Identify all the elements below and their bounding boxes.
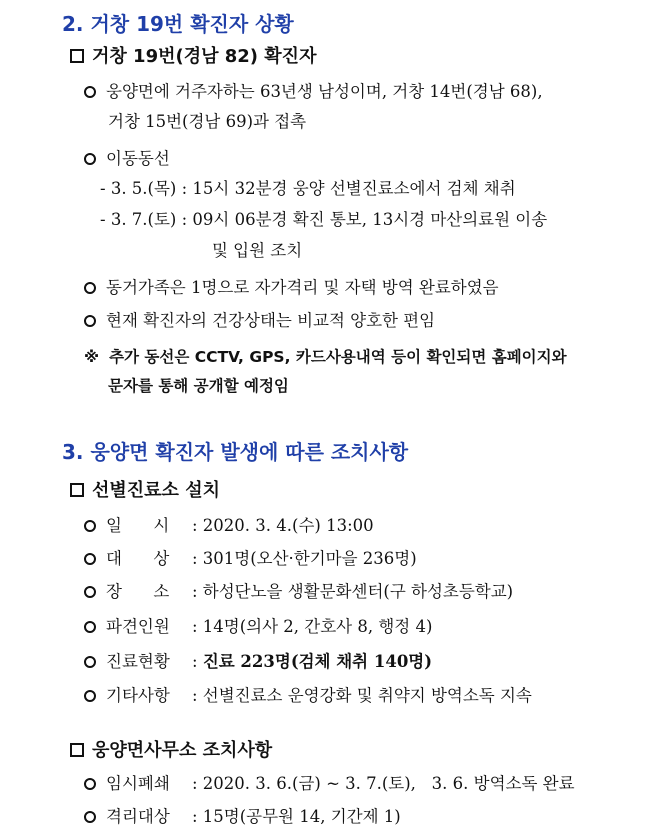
screening-item-date xyxy=(84,512,374,536)
item-value: : 301명(오산·한기마을 236명) xyxy=(192,549,417,568)
subsection-screening-heading xyxy=(70,476,220,502)
circle-bullet-icon xyxy=(84,282,96,294)
bullet-item-residence-cont: 거창 15번(경남 69)과 접촉 xyxy=(108,112,307,131)
section-2-heading: 2. 거창 19번 확진자 상황 xyxy=(62,12,294,36)
circle-bullet-icon xyxy=(84,690,96,702)
note-line-1 xyxy=(84,345,567,367)
checkbox-square-icon xyxy=(70,483,84,497)
section-3-heading: 3. 웅양면 확진자 발생에 따른 조치사항 xyxy=(62,440,409,464)
item-value: : 하성단노을 생활문화센터(구 하성초등학교) xyxy=(192,582,514,601)
item-value: : 선별진료소 운영강화 및 취약지 방역소독 지속 xyxy=(192,686,532,705)
subsection-title: 웅양면사무소 조치사항 xyxy=(92,740,273,761)
subsection-case19-heading xyxy=(70,42,316,68)
reference-mark: ※ xyxy=(84,348,100,366)
item-text: 현재 확진자의 건강상태는 비교적 양호한 편임 xyxy=(106,311,436,330)
circle-bullet-icon xyxy=(84,86,96,98)
circle-bullet-icon xyxy=(84,553,96,565)
note-text: 추가 동선은 CCTV, GPS, 카드사용내역 등이 확인되면 홈페이지와 xyxy=(109,348,567,366)
screening-item-target xyxy=(84,545,417,569)
circle-bullet-icon xyxy=(84,586,96,598)
screening-item-status xyxy=(84,648,432,672)
circle-bullet-icon xyxy=(84,811,96,823)
circle-bullet-icon xyxy=(84,621,96,633)
item-label: 기타사항 xyxy=(106,686,170,705)
item-value: : 2020. 3. 4.(수) 13:00 xyxy=(192,516,374,535)
item-value-prefix: : xyxy=(192,652,203,671)
item-value: : 2020. 3. 6.(금) ~ 3. 7.(토), 3. 6. 방역소독 완료 xyxy=(192,774,575,793)
screening-item-place xyxy=(84,578,513,602)
route-entry-0307: - 3. 7.(토) : 09시 06분경 확진 통보, 13시경 마산의료원 이송 xyxy=(100,210,548,229)
office-item-quarantine xyxy=(84,803,401,827)
item-value: 진료 223명(검체 채취 140명) xyxy=(202,652,433,671)
item-label: 일 시 xyxy=(106,516,170,535)
item-label: 임시폐쇄 xyxy=(106,774,170,793)
circle-bullet-icon xyxy=(84,778,96,790)
item-value: : 15명(공무원 14, 기간제 1) xyxy=(192,807,401,826)
item-label: 파견인원 xyxy=(106,617,170,636)
item-value: : 14명(의사 2, 간호사 8, 행정 4) xyxy=(192,617,433,636)
screening-item-other xyxy=(84,682,532,706)
item-text: 웅양면에 거주자하는 63년생 남성이며, 거창 14번(경남 68), xyxy=(106,82,543,101)
item-label: 격리대상 xyxy=(106,807,170,826)
item-text: 동거가족은 1명으로 자가격리 및 자택 방역 완료하였음 xyxy=(106,278,499,297)
note-line-2: 문자를 통해 공개할 예정임 xyxy=(108,377,289,395)
checkbox-square-icon xyxy=(70,49,84,63)
circle-bullet-icon xyxy=(84,520,96,532)
item-label: 대 상 xyxy=(106,549,170,568)
circle-bullet-icon xyxy=(84,315,96,327)
screening-item-staff xyxy=(84,613,432,637)
bullet-item-residence xyxy=(84,78,543,102)
item-text: 이동동선 xyxy=(106,149,170,168)
item-label: 진료현황 xyxy=(106,652,170,671)
bullet-item-family xyxy=(84,274,499,298)
checkbox-square-icon xyxy=(70,743,84,757)
circle-bullet-icon xyxy=(84,656,96,668)
bullet-item-health xyxy=(84,307,435,331)
route-entry-0307-cont: 및 입원 조치 xyxy=(212,241,303,260)
bullet-item-route xyxy=(84,145,170,169)
subsection-title: 선별진료소 설치 xyxy=(92,480,220,501)
item-label: 장 소 xyxy=(106,582,170,601)
circle-bullet-icon xyxy=(84,153,96,165)
office-item-closure xyxy=(84,770,575,794)
subsection-title: 거창 19번(경남 82) 확진자 xyxy=(92,46,317,67)
subsection-office-heading xyxy=(70,736,272,762)
route-entry-0305: - 3. 5.(목) : 15시 32분경 웅양 선별진료소에서 검체 채취 xyxy=(100,179,516,198)
